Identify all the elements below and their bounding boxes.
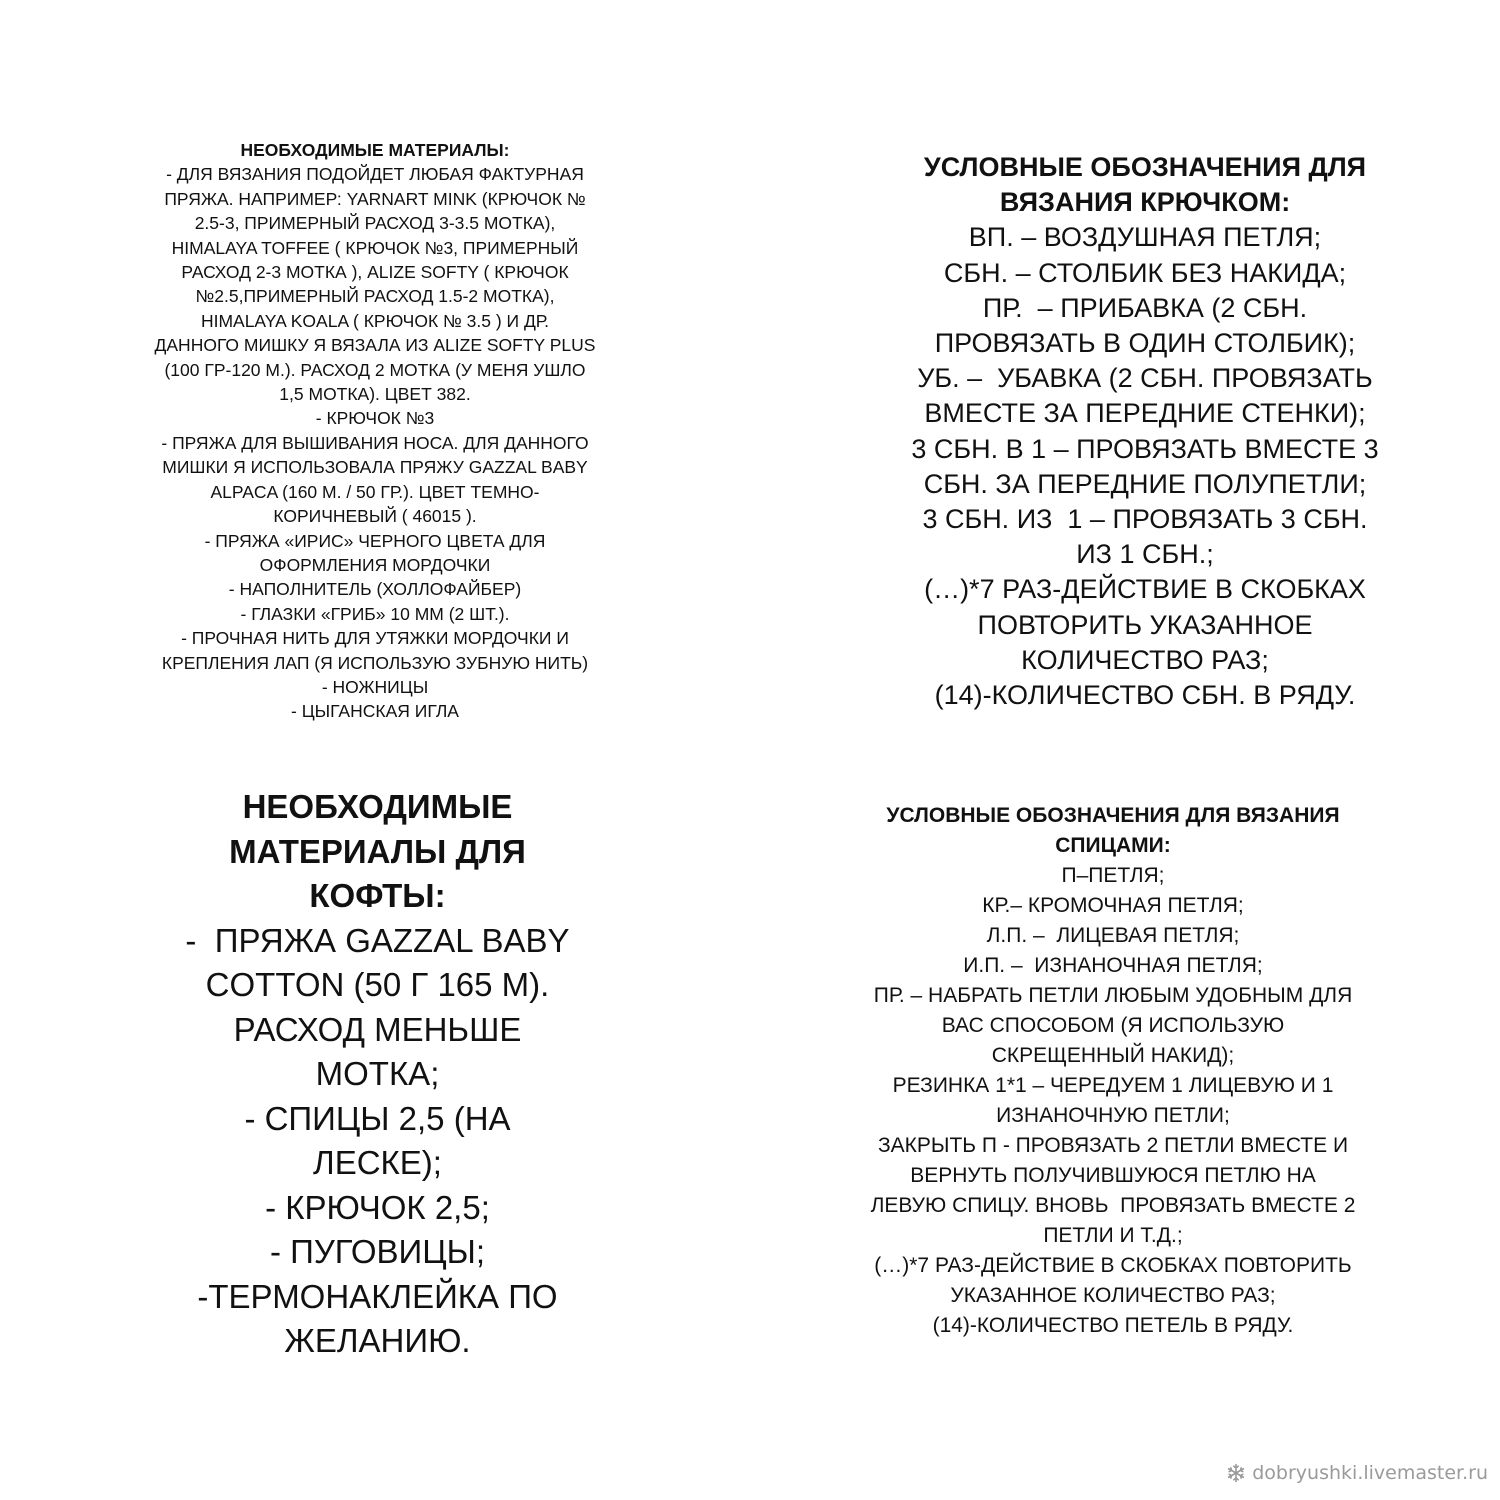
crochet-legend-title — [880, 150, 1410, 220]
crochet-line: ПОВТОРИТЬ УКАЗАННОЕ — [977, 609, 1313, 640]
knitting-line: УКАЗАННОЕ КОЛИЧЕСТВО РАЗ; — [950, 1284, 1276, 1307]
crochet-line: СБН. – СТОЛБИК БЕЗ НАКИДА; — [943, 257, 1347, 288]
crochet-line: СБН. ЗА ПЕРЕДНИЕ ПОЛУПЕТЛИ; — [923, 468, 1367, 499]
materials-line: ДАННОГО МИШКУ Я ВЯЗАЛА ИЗ ALIZE SOFTY PLUS — [154, 335, 596, 356]
materials-line: HIMALAYA TOFFEE ( КРЮЧОК №3, ПРИМЕРНЫЙ — [171, 237, 579, 258]
knitting-line: И.П. – ИЗНАНОЧНАЯ ПЕТЛЯ; — [963, 954, 1263, 977]
knitting-line: ПЕТЛИ И Т.Д.; — [1043, 1224, 1183, 1247]
materials-line: КРЕПЛЕНИЯ ЛАП (Я ИСПОЛЬЗУЮ ЗУБНУЮ НИТЬ) — [161, 652, 589, 673]
sweater-line: ЖЕЛАНИЮ. — [284, 1322, 471, 1359]
sweater-title-line: КОФТЫ: — [309, 877, 446, 914]
knitting-line: (14)-КОЛИЧЕСТВО ПЕТЕЛЬ В РЯДУ. — [932, 1314, 1294, 1337]
materials-line: - ПРЯЖА ДЛЯ ВЫШИВАНИЯ НОСА. ДЛЯ ДАННОГО — [161, 432, 589, 453]
crochet-line: 3 СБН. ИЗ 1 – ПРОВЯЗАТЬ 3 СБН. — [922, 504, 1368, 535]
knitting-line: ВАС СПОСОБОМ (Я ИСПОЛЬЗУЮ — [941, 1014, 1285, 1037]
watermark-text: dobryushki.livemaster.ru — [1252, 1462, 1488, 1484]
knitting-line: (…)*7 РАЗ-ДЕЙСТВИЕ В СКОБКАХ ПОВТОРИТЬ — [874, 1254, 1352, 1277]
materials-line: - ЦЫГАНСКАЯ ИГЛА — [291, 701, 459, 722]
sweater-line: МОТКА; — [315, 1055, 440, 1092]
materials-line: - ПРОЧНАЯ НИТЬ ДЛЯ УТЯЖКИ МОРДОЧКИ И — [181, 628, 569, 649]
knitting-line: ПР. – НАБРАТЬ ПЕТЛИ ЛЮБЫМ УДОБНЫМ ДЛЯ — [873, 984, 1353, 1007]
knitting-line: ИЗНАНОЧНУЮ ПЕТЛИ; — [996, 1104, 1230, 1127]
crochet-line: ИЗ 1 СБН.; — [1076, 539, 1214, 570]
materials-line: - КРЮЧОК №3 — [315, 408, 435, 429]
knitting-line: Л.П. – ЛИЦЕВАЯ ПЕТЛЯ; — [986, 924, 1240, 947]
materials-section — [135, 138, 615, 724]
materials-line: КОРИЧНЕВЫЙ ( 46015 ). — [273, 506, 477, 527]
materials-line: 2.5-3, ПРИМЕРНЫЙ РАСХОД 3-3.5 МОТКА), — [194, 213, 556, 234]
knitting-line: СКРЕЩЕННЫЙ НАКИД); — [991, 1044, 1235, 1067]
sweater-line: - СПИЦЫ 2,5 (НА — [244, 1099, 511, 1137]
crochet-line: (…)*7 РАЗ-ДЕЙСТВИЕ В СКОБКАХ — [924, 574, 1366, 605]
knitting-legend-section — [838, 801, 1388, 1341]
materials-line: - ГЛАЗКИ «ГРИБ» 10 ММ (2 ШТ.). — [240, 603, 510, 624]
sweater-materials-section — [150, 785, 605, 1364]
materials-line: - НОЖНИЦЫ — [321, 676, 429, 697]
sweater-line: COTTON (50 Г 165 М). — [205, 966, 550, 1003]
sweater-line: - ПУГОВИЦЫ; — [269, 1233, 486, 1270]
crochet-line: ПР. – ПРИБАВКА (2 СБН. — [982, 292, 1308, 323]
materials-line: - ДЛЯ ВЯЗАНИЯ ПОДОЙДЕТ ЛЮБАЯ ФАКТУРНАЯ — [166, 164, 584, 185]
materials-line: МИШКИ Я ИСПОЛЬЗОВАЛА ПРЯЖУ GAZZAL BABY — [162, 457, 588, 478]
crochet-line: ВП. – ВОЗДУШНАЯ ПЕТЛЯ; — [968, 222, 1322, 253]
materials-line: - НАПОЛНИТЕЛЬ (ХОЛЛОФАЙБЕР) — [228, 579, 522, 600]
materials-line: 1,5 МОТКА). ЦВЕТ 382. — [279, 384, 471, 405]
knitting-line: КР.– КРОМОЧНАЯ ПЕТЛЯ; — [982, 894, 1244, 917]
materials-line: (100 ГР-120 М.). РАСХОД 2 МОТКА (У МЕНЯ УШЛО — [164, 359, 586, 380]
materials-line: №2.5,ПРИМЕРНЫЙ РАСХОД 1.5-2 МОТКА), — [195, 286, 555, 307]
sweater-line: - ПРЯЖА GAZZAL BABY — [185, 921, 570, 959]
materials-title: НЕОБХОДИМЫЕ МАТЕРИАЛЫ: — [240, 140, 510, 160]
sweater-line: РАСХОД МЕНЬШЕ — [233, 1010, 522, 1048]
materials-list — [135, 162, 615, 723]
sweater-materials-title — [150, 785, 605, 919]
crochet-line: УБ. – УБАВКА (2 СБН. ПРОВЯЗАТЬ — [917, 363, 1373, 394]
knitting-legend-title — [838, 801, 1388, 861]
knitting-line: П–ПЕТЛЯ; — [1061, 864, 1165, 887]
materials-line: - ПРЯЖА «ИРИС» ЧЕРНОГО ЦВЕТА ДЛЯ — [204, 530, 546, 551]
knitting-line: ЗАКРЫТЬ П - ПРОВЯЗАТЬ 2 ПЕТЛИ ВМЕСТЕ И — [877, 1134, 1349, 1157]
sweater-title-line: НЕОБХОДИМЫЕ — [242, 788, 513, 825]
knitting-title-line: УСЛОВНЫЕ ОБОЗНАЧЕНИЯ ДЛЯ ВЯЗАНИЯ — [886, 804, 1340, 827]
sweater-line: - КРЮЧОК 2,5; — [265, 1188, 490, 1226]
snowflake-icon — [1226, 1463, 1246, 1483]
sweater-line: ЛЕСКЕ); — [313, 1144, 442, 1181]
crochet-title-line: УСЛОВНЫЕ ОБОЗНАЧЕНИЯ ДЛЯ — [923, 152, 1367, 182]
materials-line: ALPACA (160 М. / 50 ГР.). ЦВЕТ ТЕМНО- — [210, 481, 540, 502]
crochet-line: 3 СБН. В 1 – ПРОВЯЗАТЬ ВМЕСТЕ 3 — [911, 433, 1379, 464]
materials-line: ПРЯЖА. НАПРИМЕР: YARNART MINK (КРЮЧОК № — [164, 188, 586, 209]
knitting-legend-list — [838, 861, 1388, 1341]
materials-line: ОФОРМЛЕНИЯ МОРДОЧКИ — [259, 554, 491, 575]
crochet-line: (14)-КОЛИЧЕСТВО СБН. В РЯДУ. — [934, 680, 1356, 711]
knitting-line: РЕЗИНКА 1*1 – ЧЕРЕДУЕМ 1 ЛИЦЕВУЮ И 1 — [892, 1074, 1334, 1097]
crochet-line: ПРОВЯЗАТЬ В ОДИН СТОЛБИК); — [934, 328, 1356, 359]
crochet-legend-list — [880, 220, 1410, 713]
crochet-line: ВМЕСТЕ ЗА ПЕРЕДНИЕ СТЕНКИ); — [924, 398, 1366, 429]
crochet-line: КОЛИЧЕСТВО РАЗ; — [1021, 644, 1269, 675]
sweater-title-line: МАТЕРИАЛЫ ДЛЯ — [229, 832, 526, 870]
sweater-line: -ТЕРМОНАКЛЕЙКА ПО — [197, 1277, 558, 1315]
knitting-title-line: СПИЦАМИ: — [1055, 834, 1171, 857]
knitting-line: ЛЕВУЮ СПИЦУ. ВНОВЬ ПРОВЯЗАТЬ ВМЕСТЕ 2 — [870, 1194, 1356, 1217]
sweater-materials-list — [150, 919, 605, 1364]
watermark — [1226, 1462, 1488, 1484]
materials-line: РАСХОД 2-3 МОТКА ), ALIZE SOFTY ( КРЮЧОК — [181, 262, 569, 283]
crochet-legend-section — [880, 150, 1410, 713]
crochet-title-line: ВЯЗАНИЯ КРЮЧКОМ: — [999, 187, 1291, 218]
knitting-line: ВЕРНУТЬ ПОЛУЧИВШУЮСЯ ПЕТЛЮ НА — [910, 1164, 1316, 1187]
materials-line: HIMALAYA KOALA ( КРЮЧОК № 3.5 ) И ДР. — [200, 310, 550, 331]
